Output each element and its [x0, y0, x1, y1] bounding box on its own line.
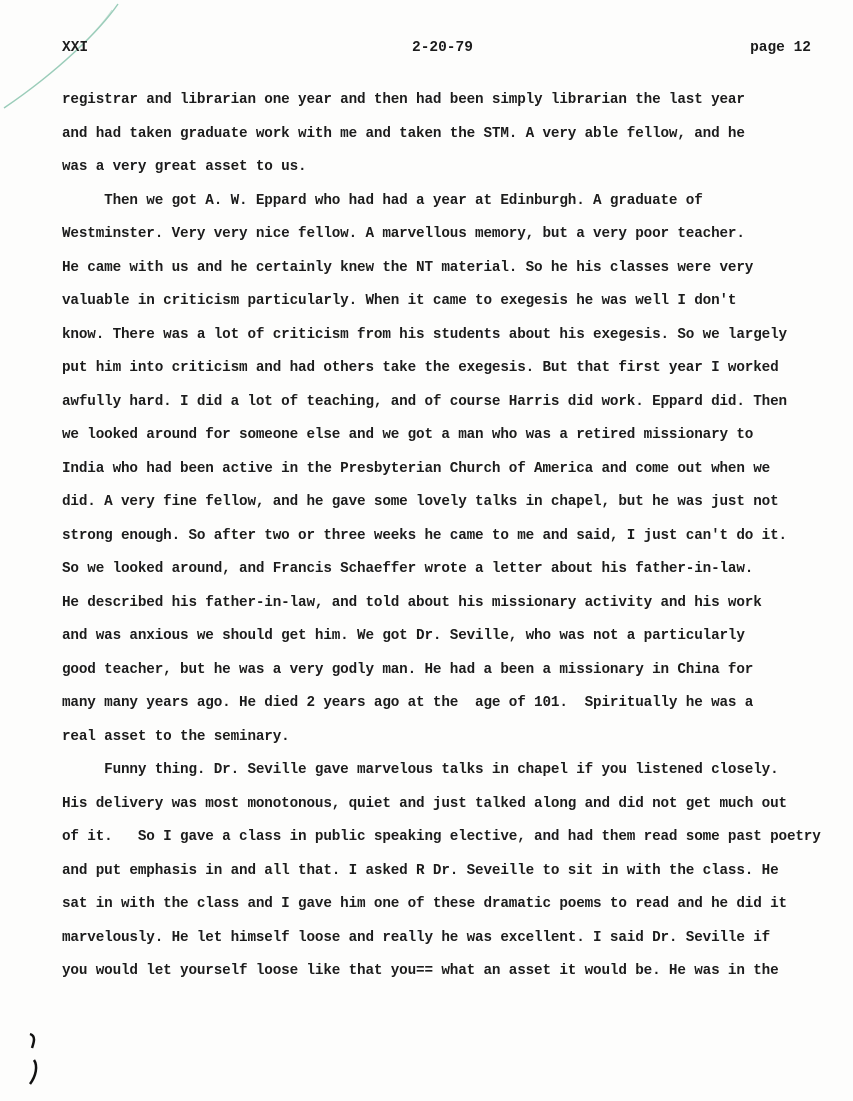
text-line: So we looked around, and Francis Schaeffer wrote a letter about his father-in-law.	[62, 561, 754, 577]
text-line: and had taken graduate work with me and taken the STM. A very able fellow, and he	[62, 125, 745, 142]
text-line: was a very great asset to us.	[62, 159, 307, 175]
page-header	[62, 40, 811, 64]
text-line: good teacher, but he was a very godly man. He had a been a missionary in China for	[62, 661, 754, 678]
text-line: you would let yourself loose like that you== what an asset it would be. He was in the	[62, 963, 779, 979]
text-line: registrar and librarian one year and then had been simply librarian the last year	[62, 92, 745, 108]
text-line: Funny thing. Dr. Seville gave marvelous talks in chapel if you listened closely.	[62, 762, 779, 778]
text-line: we looked around for someone else and we got a man who was a retired missionary to	[62, 427, 754, 443]
text-line: marvelously. He let himself loose and really he was excellent. I said Dr. Seville if	[62, 929, 771, 946]
text-line: His delivery was most monotonous, quiet and just talked along and did not get much out	[62, 795, 787, 812]
text-line: sat in with the class and I gave him one of these dramatic poems to read and he did it	[62, 896, 787, 912]
binding-mark	[24, 1030, 44, 1090]
text-line: and was anxious we should get him. We got Dr. Seville, who was not a particularly	[62, 628, 745, 644]
text-line: India who had been active in the Presbyterian Church of America and come out when we	[62, 460, 771, 477]
page-number: page 12	[750, 40, 811, 56]
text-line: and put emphasis in and all that. I asked R Dr. Seveille to sit in with the class. He	[62, 862, 779, 879]
text-line: Westminster. Very very nice fellow. A marvellous memory, but a very poor teacher.	[62, 226, 745, 242]
text-line: He came with us and he certainly knew the NT material. So he his classes were very	[62, 259, 754, 276]
text-line: valuable in criticism particularly. When it came to exegesis he was well I don't	[62, 293, 737, 309]
text-line: awfully hard. I did a lot of teaching, and of course Harris did work. Eppard did. Then	[62, 393, 787, 410]
text-line: know. There was a lot of criticism from his students about his exegesis. So we largely	[62, 326, 787, 343]
text-line: did. A very fine fellow, and he gave some lovely talks in chapel, but he was just not	[62, 494, 779, 510]
text-line: put him into criticism and had others take the exegesis. But that first year I worked	[62, 360, 779, 376]
date-label: 2-20-79	[412, 40, 473, 56]
text-line: strong enough. So after two or three weeks he came to me and said, I just can't do it.	[62, 527, 787, 544]
chapter-number: XXI	[62, 40, 89, 56]
text-line: real asset to the seminary.	[62, 728, 290, 745]
text-line: He described his father-in-law, and told about his missionary activity and his work	[62, 594, 762, 611]
typed-text-body	[62, 88, 822, 993]
text-line: of it. So I gave a class in public speaking elective, and had them read some past poetry	[62, 829, 821, 845]
text-line: many many years ago. He died 2 years ago at the age of 101. Spiritually he was a	[62, 695, 754, 711]
text-line: Then we got A. W. Eppard who had had a year at Edinburgh. A graduate of	[62, 192, 703, 209]
